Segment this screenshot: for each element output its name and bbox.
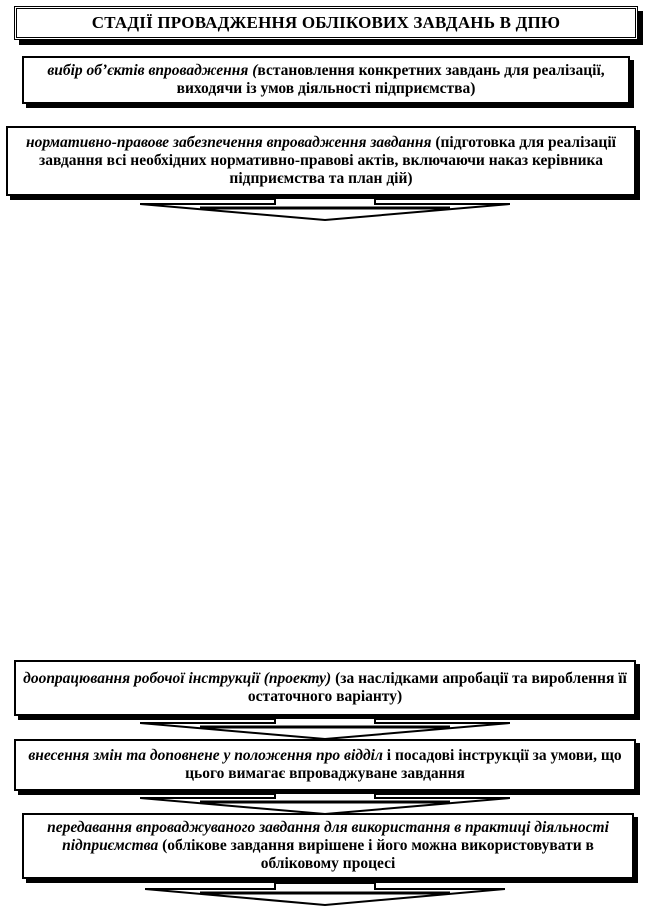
step-5-detail: (облікове завдання вирішене і його можна використовувати в обліковому процесі [158,836,594,873]
step-2-detail: (підготовка для реалізації завдання всі необхідних нормативно-правові актів, включаючи наказ керівника підприємства та план дій) [38,133,616,188]
step-4-emphasis: внесення змін та доповнене у положення про відділ [28,746,383,764]
step-box-4 [14,739,636,791]
step-2-text [8,134,634,189]
step-box-2 [6,126,636,196]
step-1-detail: встановлення конкретних завдань для реалізації, виходячи із умов діяльності підприємства) [176,61,605,97]
step-box-5 [22,813,634,879]
step-1-text [24,62,628,99]
step-2-emphasis: нормативно-правове забезпечення впровадження завдання [26,133,432,151]
step-5-text [24,819,632,874]
down-arrow-icon [145,881,505,907]
step-box-1 [22,56,630,104]
step-3-emphasis: доопрацювання робочої інструкції (проекту) [23,669,332,687]
step-4-detail: і посадові інструкції за умови, що цього вимагає впроваджуване завдання [185,746,622,782]
down-arrow-icon [140,196,510,222]
step-5-emphasis: передавання впроваджуваного завдання для використання в практиці діяльності підприємства [47,818,609,854]
down-arrow-icon [140,717,510,741]
step-box-3 [14,660,636,716]
step-3-text [16,670,634,707]
step-3-detail: (за наслідками апробації та вироблення її остаточного варіанту) [247,669,627,705]
step-4-text [16,747,634,784]
step-1-emphasis: вибір об’єктів впровадження ( [47,61,258,79]
diagram-title: СТАДІЇ ПРОВАДЖЕННЯ ОБЛІКОВИХ ЗАВДАНЬ В ДПЮ [91,12,561,32]
diagram-title-box [14,6,638,40]
